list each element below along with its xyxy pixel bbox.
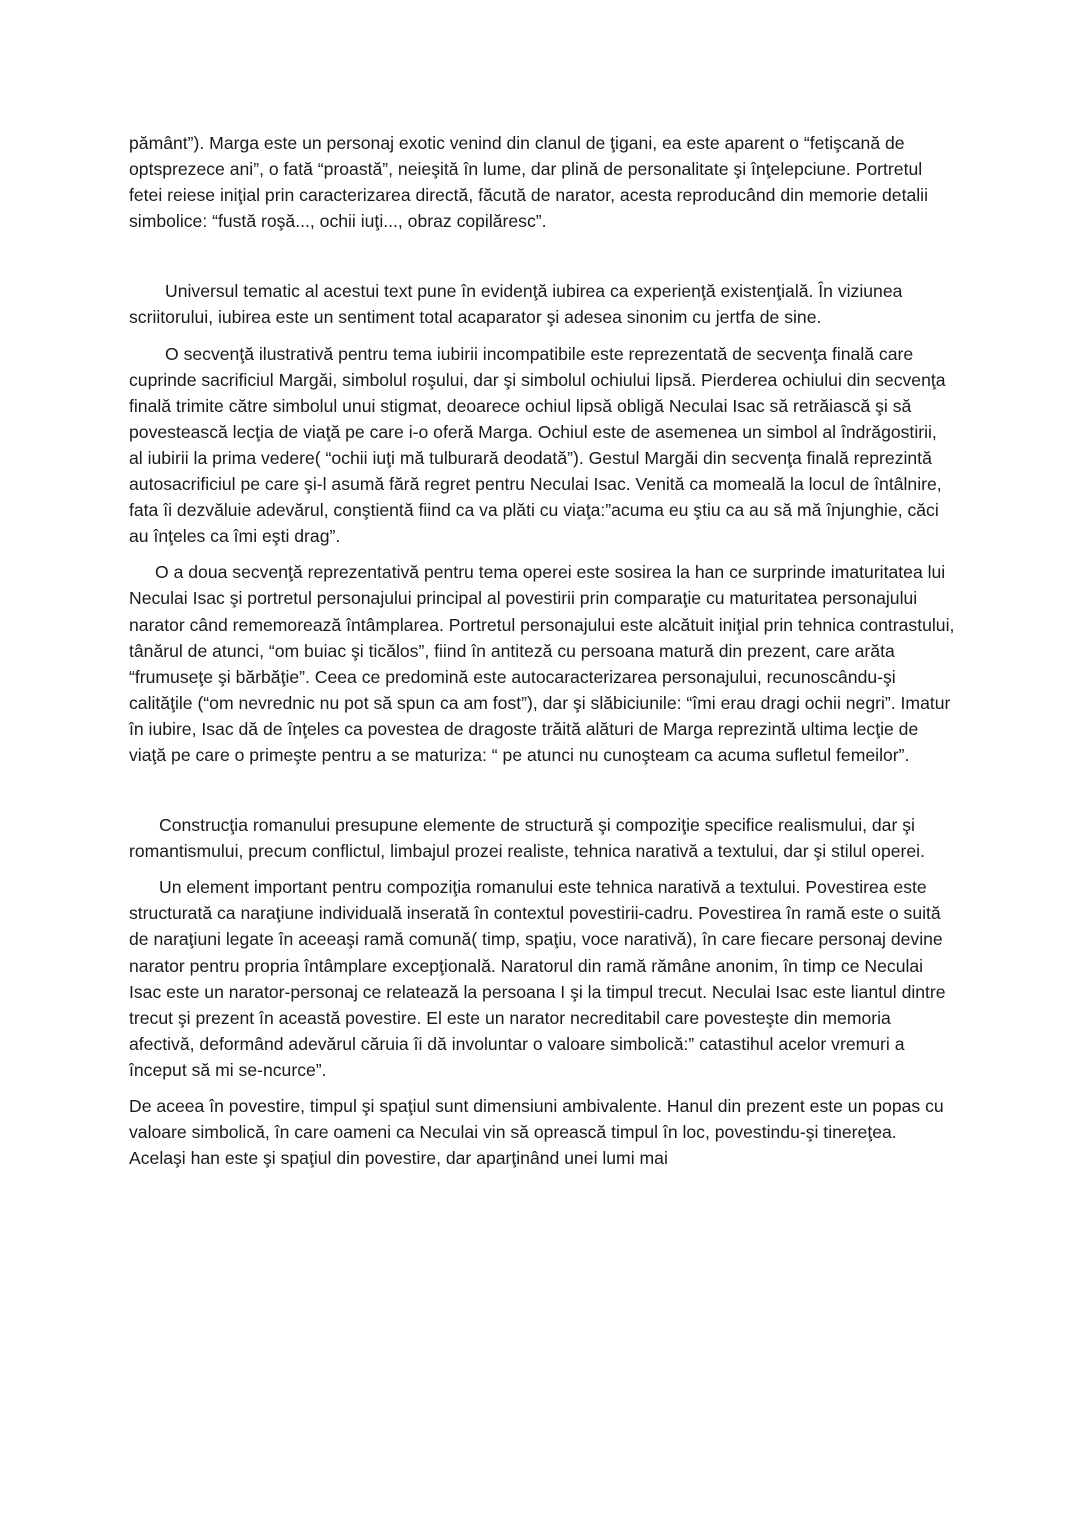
paragraph-novel-construction: Construcţia romanului presupune elemente de structură şi compoziţie specifice realismului, dar şi romantismului, precum conflictul, limbajul prozei realiste, tehnica narativă a textului, dar şi stilul operei. [129, 815, 925, 862]
paragraph-marga-portrait: pământ”). Marga este un personaj exotic venind din clanul de ţigani, ea este aparent o “fetişcană de optsprezece ani”, o fată “proastă”, neieşită în lume, dar plină de personalitate şi înţelepciune. Portretul fetei reiese iniţial prin caracterizarea directă, făcută de narator, acesta reproducând din memorie detalii simbolice: “fustă roşă..., ochii iuţi..., obraz copilăresc”. [129, 133, 928, 232]
paragraph-final-sequence: O secvenţă ilustrativă pentru tema iubirii incompatibile este reprezentată de secvenţa finală care cuprinde sacrificiul Margăi, simbolul roşului, dar şi simbolul ochiului lipsă. Pierderea ochiului din secvenţa finală trimite către simbolul unui stigmat, deoarece ochiul lipsă obligă Neculai Isac să retrăiască şi să povestească lecţia de viaţă pe care i-o oferă Marga. Ochiul este de asemenea un simbol al îndrăgostirii, al iubirii la prima vedere( “ochii iuţi mă tulburară deodată”). Gestul Margăi din secvenţa finală reprezintă autosacrificiul pe care şi-l asumă fără regret pentru Neculai Isac. Venită ca momeală la locul de întâlnire, fata îi dezvăluie adevărul, conştientă fiind ca va plăti cu viaţa:”acuma eu ştiu ca au să mă înjunghie, căci au înţeles ca îmi eşti drag”. [129, 343, 946, 547]
paragraph-time-and-space: De aceea în povestire, timpul şi spaţiul sunt dimensiuni ambivalente. Hanul din prezent este un popas cu valoare simbolică, în care oameni ca Neculai vin să oprească timpul în loc, povestindu-şi tinereţea. Acelaşi han este şi spaţiul din povestire, dar aparţinând unei lumi mai [129, 1096, 944, 1169]
paragraph-narrative-technique: Un element important pentru compoziţia romanului este tehnica narativă a textului. Povestirea este structurată ca naraţiune individuală inserată în contextul povestirii-cadru. Povestirea în ramă este o suită de naraţiuni legate în aceeaşi ramă comună( timp, spaţiu, voce narativă), în care fiecare personaj devine narator pentru propria întâmplare excepţională. Naratorul din ramă rămâne anonim, în timp ce Neculai Isac este un narator-personaj ce relatează la persoana I şi la timpul trecut. Neculai Isac este liantul dintre trecut şi prezent în această povestire. El este un narator necreditabil care povesteşte din memoria afectivă, deformând adevărul căruia îi dă involuntar o valoare simbolică:” catastihul acelor vremuri a început să mi se-ncurce”. [129, 877, 946, 1080]
text-body [129, 130, 955, 1171]
paragraph-arrival-at-inn: O a doua secvenţă reprezentativă pentru tema operei este sosirea la han ce surprinde imaturitatea lui Neculai Isac şi portretul personajului principal al povestirii prin comparaţie cu maturitatea personajului narator când rememorează întâmplarea. Portretul personajului este alcătuit iniţial prin tehnica contrastului, tânărul de atunci, “om buiac şi ticălos”, fiind în antiteză cu persoana matură din prezent, care arăta “frumuseţe şi bărbăţie”. Ceea ce predomină este autocaracterizarea personajului, recunoscându-şi calităţile (“om nevrednic nu pot să spun ca am fost”), dar şi slăbiciunile: “îmi erau dragi ochii negri”. Imatur în iubire, Isac dă de înţeles ca povestea de dragoste trăită alături de Marga reprezintă ultima lecţie de viaţă pe care o primeşte pentru a se maturiza: “ pe atunci nu cunoşteam ca acuma sufletul femeilor”. [129, 562, 955, 765]
paragraph-thematic-universe: Universul tematic al acestui text pune în evidenţă iubirea ca experienţă existenţială. În viziunea scriitorului, iubirea este un sentiment total acaparator şi adesea sinonim cu jertfa de sine. [129, 281, 903, 328]
